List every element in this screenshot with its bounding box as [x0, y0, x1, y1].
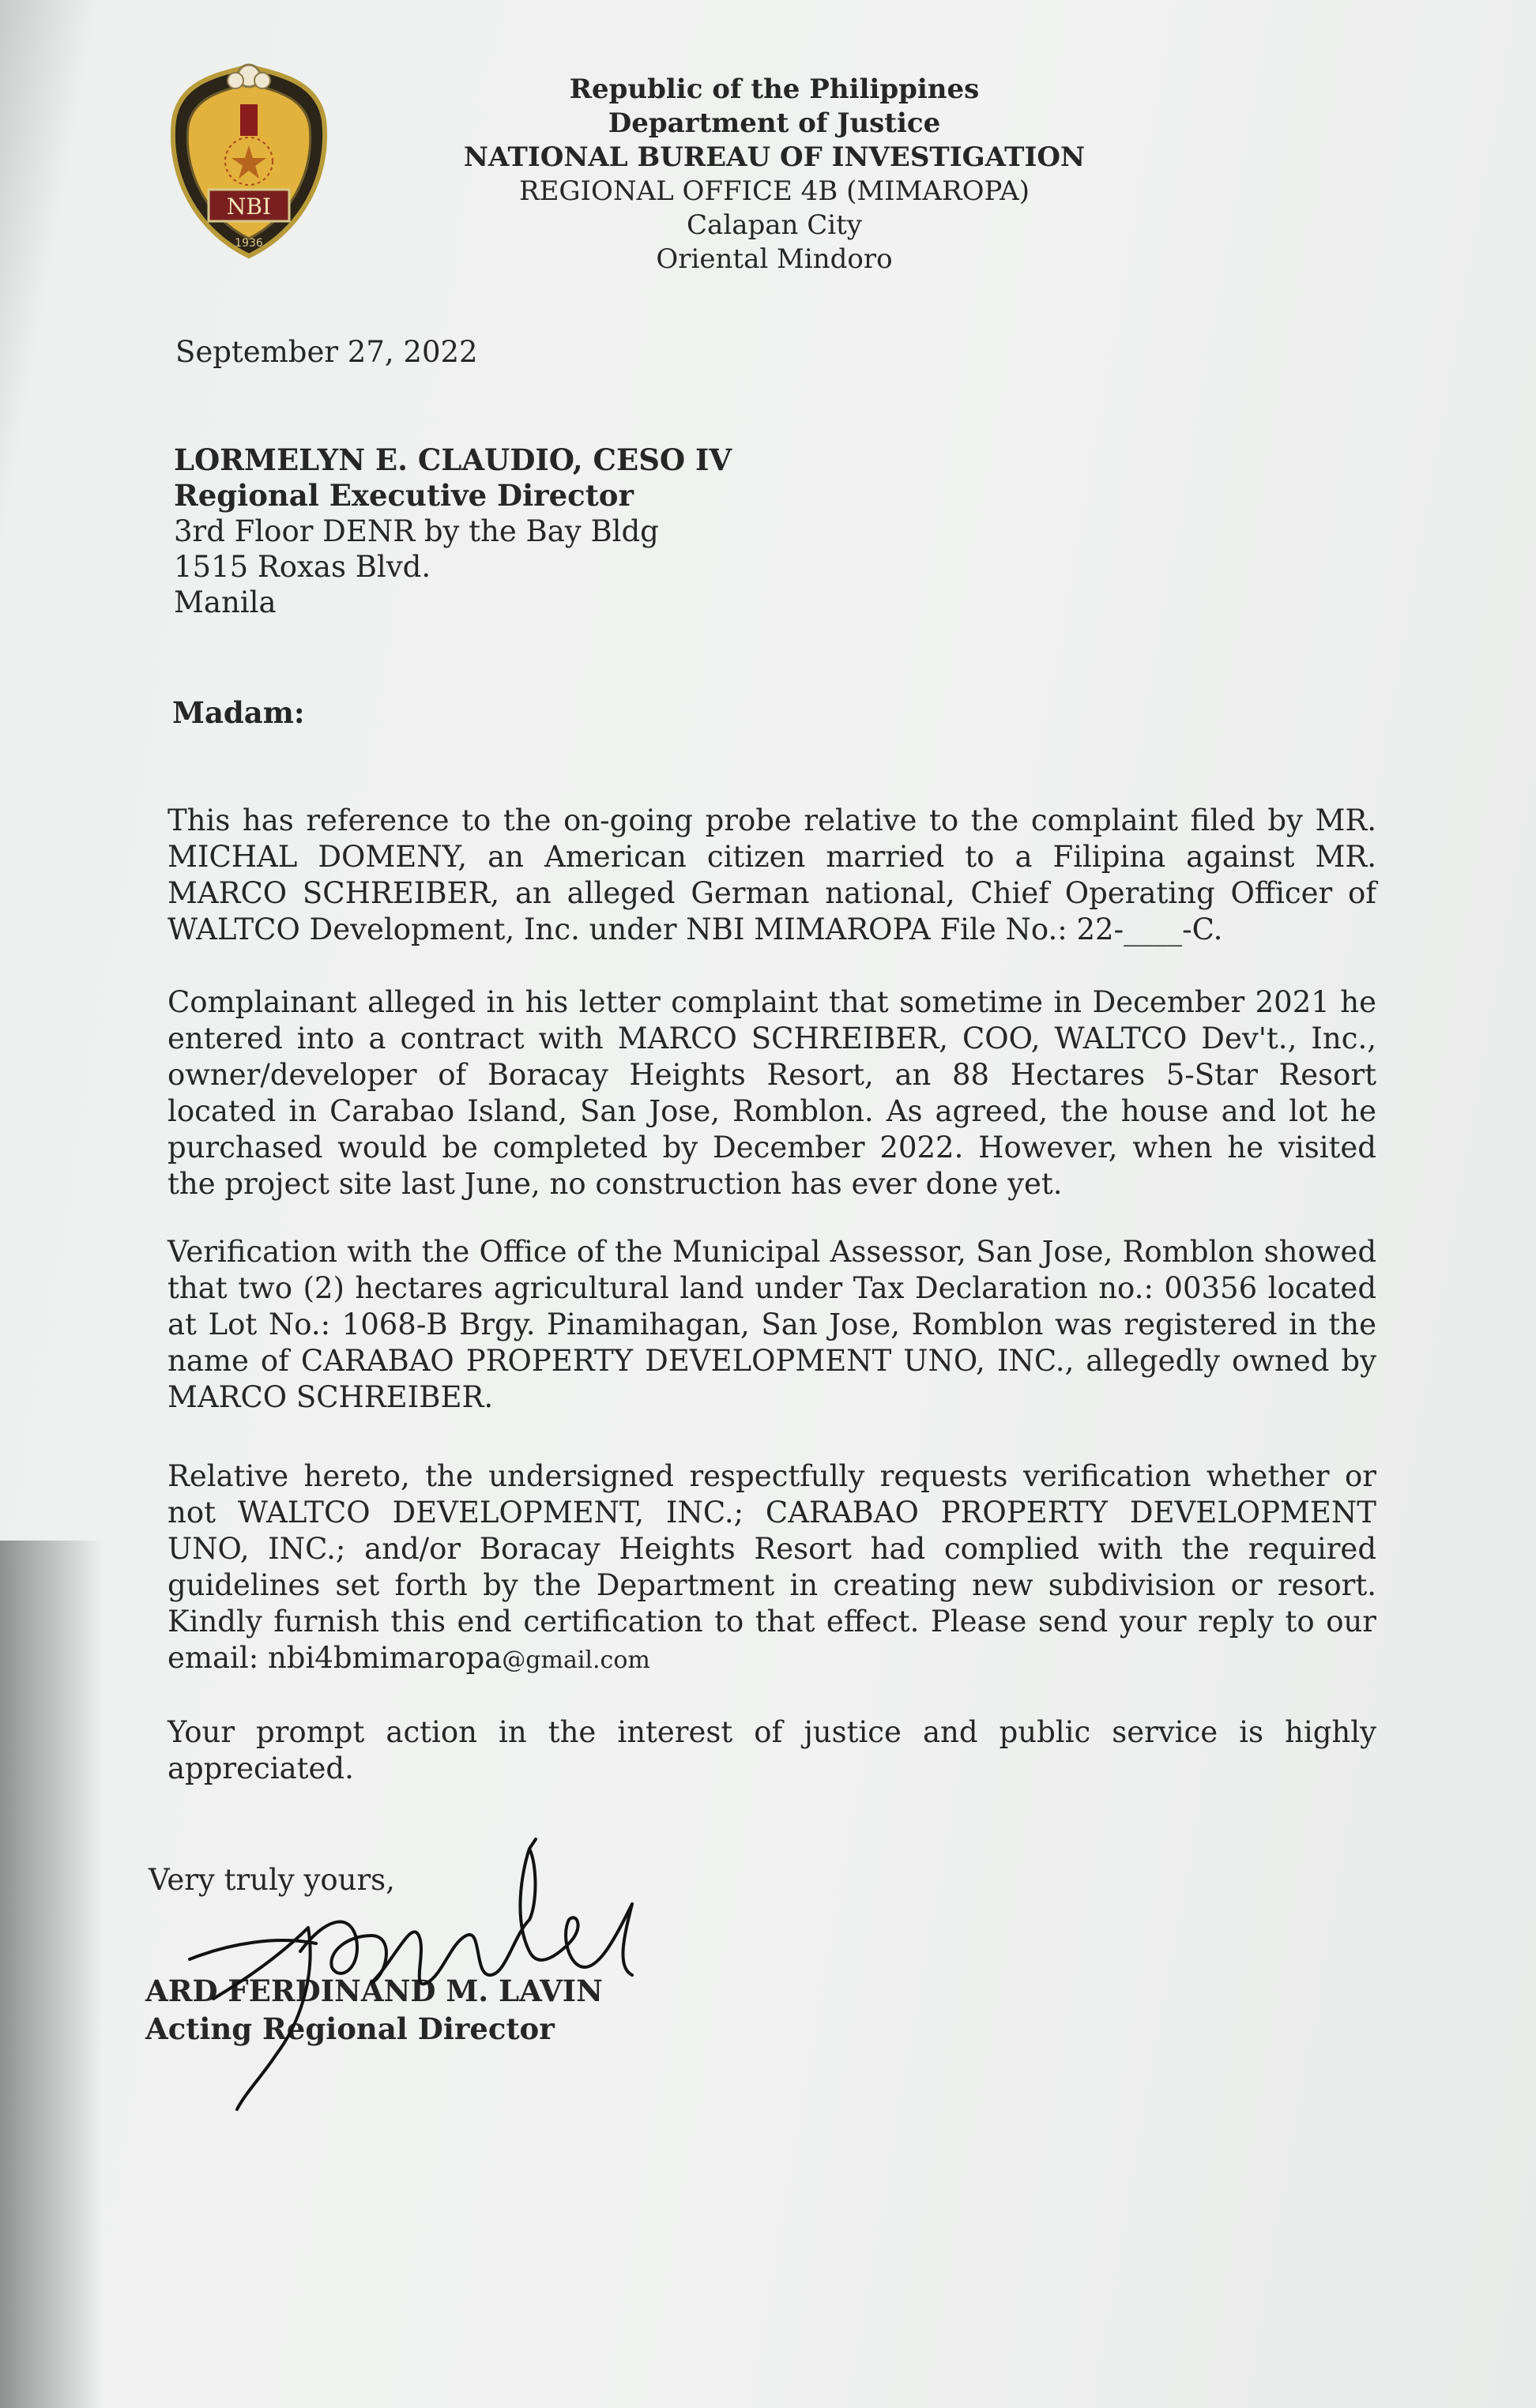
- letterhead-office: REGIONAL OFFICE 4B (MIMAROPA): [518, 175, 1030, 207]
- paragraph-complaint: Complainant alleged in his letter complaint that sometime in December 2021 he entered into a contract with MARCO SCHREIBER, COO, WALTCO Dev't., Inc., owner/developer of Boracay Heights Resort, an 88 Hectares 5-Star Resort located in Carabao Island, San Jose, Romblon. As agreed, the house and lot he purchased would be completed by December 2022. However, when he visited the project site last June, no construction has ever done yet.: [168, 985, 1376, 1201]
- request-text: Relative hereto, the undersigned respectfully requests verification whether or not WALTCO DEVELOPMENT, INC.; CARABAO PROPERTY DEVELOPMENT UNO, INC.; and/or Boracay Heights Resort had complied with the required guidelines set forth by the Department in creating new subdivision or resort. Kindly furnish this end certification to that effect. Please send your reply to our email:: [168, 1459, 1376, 1675]
- paragraph-closing-request: Your prompt action in the interest of justice and public service is highly appreciated.: [168, 1715, 1376, 1785]
- addressee-address-line1: 3rd Floor DENR by the Bay Bldg: [174, 514, 659, 548]
- letterhead-province: Oriental Mindoro: [656, 243, 893, 275]
- signer-name: ARD FERDINAND M. LAVIN: [145, 1973, 603, 2008]
- letterhead-republic: Republic of the Philippines: [569, 73, 980, 105]
- signer-title: Acting Regional Director: [145, 2011, 555, 2046]
- addressee-title: Regional Executive Director: [174, 478, 634, 513]
- paragraph-reference: This has reference to the on-going probe relative to the complaint filed by MR. MICHAL DOMENY, an American citizen married to a Filipina against MR. MARCO SCHREIBER, an alleged German national, Chief Operating Officer of WALTCO Development, Inc. under NBI MIMAROPA File No.: 22-____-C.: [168, 803, 1376, 946]
- paragraph-request: [168, 1458, 1376, 1679]
- addressee-address-line2: 1515 Roxas Blvd.: [174, 550, 431, 584]
- email-address: [268, 1641, 650, 1675]
- letterhead: [411, 73, 1138, 277]
- handwritten-signature-icon: [158, 1817, 711, 2117]
- email-user: nbi4bmimaropa: [267, 1641, 503, 1675]
- letterhead-department: Department of Justice: [608, 107, 941, 139]
- email-domain: @gmail.com: [502, 1646, 650, 1674]
- svg-text:1936: 1936: [235, 237, 263, 250]
- addressee-block: [174, 442, 732, 620]
- addressee-name: LORMELYN E. CLAUDIO, CESO IV: [174, 442, 732, 477]
- letterhead-city: Calapan City: [687, 209, 862, 241]
- salutation: Madam:: [172, 695, 305, 730]
- left-shadow: [0, 1541, 103, 2408]
- nbi-seal-icon: [168, 57, 330, 262]
- svg-text:NBI: NBI: [226, 194, 272, 220]
- addressee-city: Manila: [174, 585, 277, 619]
- complimentary-close: Very truly yours,: [149, 1863, 395, 1897]
- letterhead-bureau: NATIONAL BUREAU OF INVESTIGATION: [463, 141, 1086, 173]
- letter-date: September 27, 2022: [175, 335, 478, 369]
- paragraph-verification: Verification with the Office of the Municipal Assessor, San Jose, Romblon showed that two (2) hectares agricultural land under Tax Declaration no.: 00356 located at Lot No.: 1068-B Brgy. Pinamihagan, San Jose, Romblon was registered in the name of CARABAO PROPERTY DEVELOPMENT UNO, INC., allegedly owned by MARCO SCHREIBER.: [168, 1235, 1376, 1414]
